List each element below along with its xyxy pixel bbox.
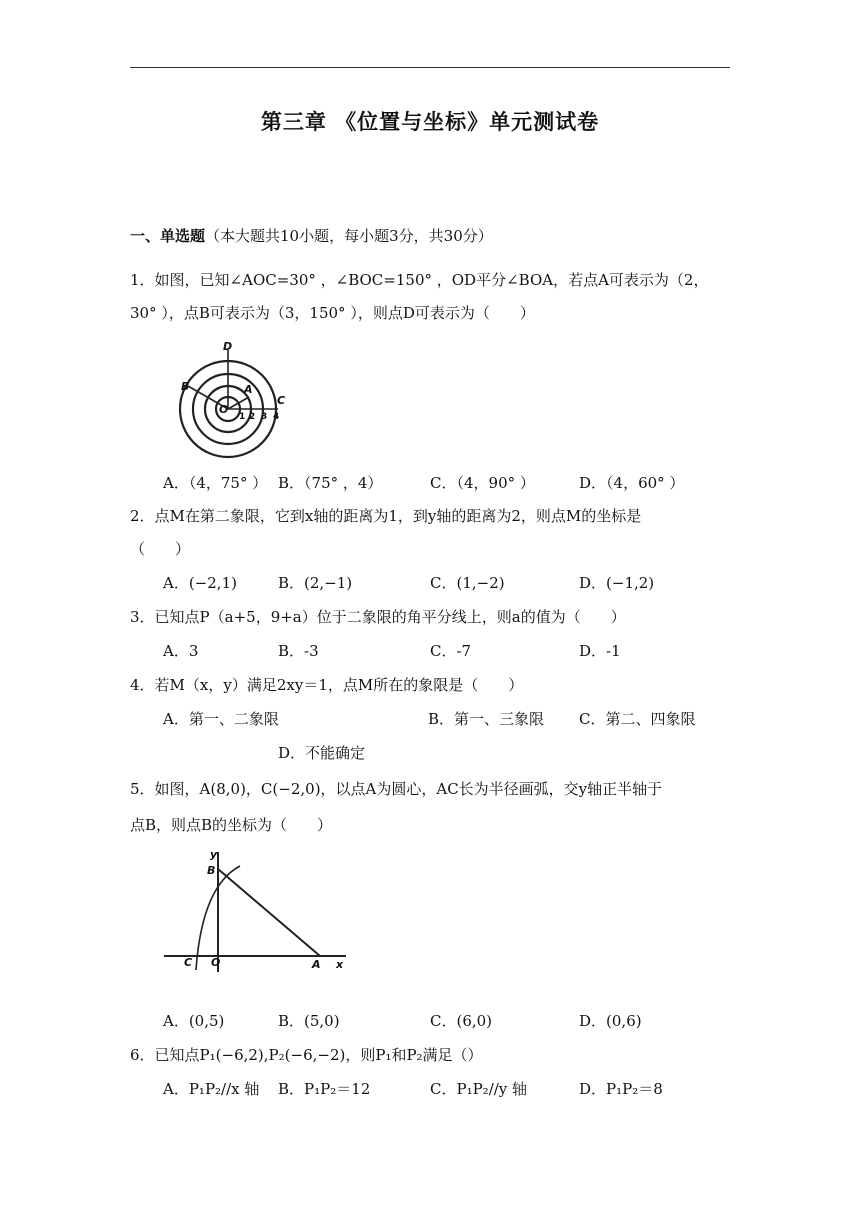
q5-label-o: O	[211, 956, 221, 969]
q1-label-c: C	[277, 394, 286, 407]
q1-polar-figure	[160, 336, 290, 464]
q1-option-b: B．（75° ，4）	[278, 474, 383, 492]
q6-option-c: C．P₁P₂//y 轴	[430, 1080, 528, 1098]
q1-label-d: D	[223, 340, 233, 353]
q2-line-2: （ ）	[130, 540, 191, 558]
q1-label-o: O	[219, 403, 229, 416]
header-rule	[130, 67, 730, 68]
q1-line-2: 30° ），点B可表示为（3，150° ），则点D可表示为（ ）	[130, 304, 535, 322]
q4-option-b: B．第一、三象限	[428, 710, 545, 728]
q5-label-y: y	[210, 848, 218, 861]
q4-line-1: 4．若M（x，y）满足2xy＝1，点M所在的象限是（ ）	[130, 676, 524, 694]
q3-line-1: 3．已知点P（a+5，9+a）位于二象限的角平分线上，则a的值为（ ）	[130, 608, 626, 626]
q5-option-d: D．(0,6)	[579, 1012, 642, 1030]
q4-option-a: A．第一、二象限	[163, 710, 279, 728]
q5-segment-ba	[218, 869, 320, 956]
q2-option-d: D．(−1,2)	[579, 574, 655, 592]
q2-option-c: C．(1,−2)	[430, 574, 505, 592]
q2-option-a: A．(−2,1)	[163, 574, 237, 592]
q1-line-1: 1．如图，已知∠AOC=30° ，∠BOC=150° ，OD平分∠BOA，若点A可表示为（2，	[130, 271, 709, 289]
q6-option-b: B．P₁P₂＝12	[278, 1080, 371, 1098]
q3-option-b: B．-3	[278, 642, 319, 660]
q1-ray-oa	[228, 397, 249, 409]
q4-option-c: C．第二、四象限	[579, 710, 696, 728]
q1-option-a: A．（4，75° ）	[163, 474, 268, 492]
q1-option-c: C．（4，90° ）	[430, 474, 535, 492]
q5-line-2: 点B，则点B的坐标为（ ）	[130, 816, 333, 834]
q5-coordinate-figure	[158, 846, 348, 974]
q5-label-c: C	[184, 956, 193, 969]
q5-label-x: x	[336, 958, 344, 971]
q2-line-1: 2．点M在第二象限，它到x轴的距离为1，到y轴的距离为2，则点M的坐标是	[130, 507, 642, 525]
q5-option-c: C．(6,0)	[430, 1012, 493, 1030]
q3-option-d: D．-1	[579, 642, 621, 660]
q6-option-d: D．P₁P₂＝8	[579, 1080, 663, 1098]
q5-label-a: A	[312, 958, 321, 971]
q1-label-b: B	[181, 380, 190, 393]
q5-label-b: B	[207, 864, 216, 877]
page-title: 第三章 《位置与坐标》单元测试卷	[260, 110, 600, 134]
q1-tick-3: 3	[261, 412, 268, 422]
q5-line-1: 5．如图，A(8,0)，C(−2,0)，以点A为圆心，AC长为半径画弧，交y轴正半轴于	[130, 780, 663, 798]
q3-option-a: A．3	[163, 642, 199, 660]
q3-option-c: C．-7	[430, 642, 472, 660]
q1-option-d: D．（4，60° ）	[579, 474, 685, 492]
q4-option-d: D．不能确定	[278, 744, 366, 762]
q6-line-1: 6．已知点P₁(−6,2),P₂(−6,−2)，则P₁和P₂满足（）	[130, 1046, 483, 1064]
q1-label-a: A	[244, 383, 253, 396]
q1-tick-1: 1	[239, 412, 246, 422]
q6-option-a: A．P₁P₂//x 轴	[163, 1080, 260, 1098]
q5-option-b: B．(5,0)	[278, 1012, 340, 1030]
q5-option-a: A．(0,5)	[163, 1012, 225, 1030]
q2-option-b: B．(2,−1)	[278, 574, 353, 592]
q1-tick-4: 4	[273, 412, 280, 422]
section-heading	[130, 226, 493, 246]
section-note: （本大题共10小题，每小题3分，共30分）	[205, 227, 493, 245]
q1-tick-2: 2	[249, 412, 256, 422]
section-title: 一、单选题	[130, 227, 206, 245]
